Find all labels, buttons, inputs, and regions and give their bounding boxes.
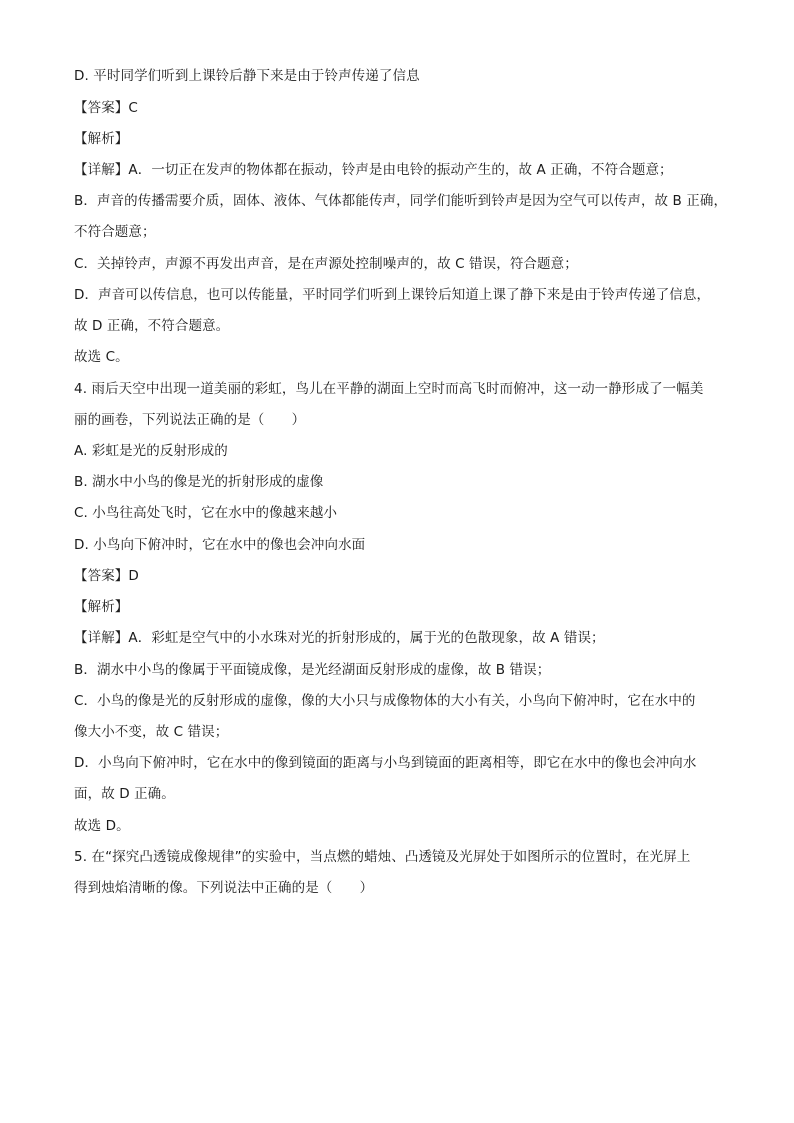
q4-detail-c: C．小鸟的像是光的反射形成的虚像，像的大小只与成像物体的大小有关，小鸟向下俯冲时，它在水中的 [74, 693, 696, 709]
q4-detail-a: 【详解】A．彩虹是空气中的小水珠对光的折射形成的，属于光的色散现象，故 A 错误； [74, 630, 605, 646]
q3-detail-d-cont: 故 D 正确，不符合题意。 [74, 318, 230, 334]
q3-option-d: D. 平时同学们听到上课铃后静下来是由于铃声传递了信息 [74, 68, 420, 84]
q4-analysis-heading: 【解析】 [74, 599, 129, 615]
q5-stem-cont: 得到烛焰清晰的像。下列说法中正确的是（ ） [74, 880, 374, 896]
q4-option-d: D. 小鸟向下俯冲时，它在水中的像也会冲向水面 [74, 537, 366, 553]
q4-detail-d-cont: 面，故 D 正确。 [74, 786, 175, 802]
q3-detail-c: C．关掉铃声，声源不再发出声音，是在声源处控制噪声的，故 C 错误，符合题意； [74, 256, 578, 272]
q3-conclusion: 故选 C。 [74, 349, 129, 365]
q4-answer: 【答案】D [74, 568, 139, 584]
q5-stem: 5. 在“探究凸透镜成像规律”的实验中，当点燃的蜡烛、凸透镜及光屏处于如图所示的位置时，在光屏上 [74, 849, 691, 865]
q4-detail-c-cont: 像大小不变，故 C 错误； [74, 724, 229, 740]
q4-option-a: A. 彩虹是光的反射形成的 [74, 443, 228, 459]
q4-option-c: C. 小鸟往高处飞时，它在水中的像越来越小 [74, 505, 338, 521]
q4-detail-d: D．小鸟向下俯冲时，它在水中的像到镜面的距离与小鸟到镜面的距离相等，即它在水中的像也会冲向水 [74, 755, 697, 771]
q4-option-b: B. 湖水中小鸟的像是光的折射形成的虚像 [74, 474, 324, 490]
q4-stem-cont: 丽的画卷，下列说法正确的是（ ） [74, 412, 306, 428]
q3-detail-d: D．声音可以传信息，也可以传能量，平时同学们听到上课铃后知道上课了静下来是由于铃声传递了信息， [74, 287, 711, 303]
q3-answer: 【答案】C [74, 100, 138, 116]
q3-detail-b-cont: 不符合题意； [74, 224, 156, 240]
q3-analysis-heading: 【解析】 [74, 131, 129, 147]
q3-detail-b: B．声音的传播需要介质，固体、液体、气体都能传声，同学们能听到铃声是因为空气可以传声，故 B 正确， [74, 193, 728, 209]
q3-detail-a: 【详解】A．一切正在发声的物体都在振动，铃声是由电铃的振动产生的，故 A 正确，不符合题意； [74, 162, 673, 178]
q4-detail-b: B．湖水中小鸟的像属于平面镜成像，是光经湖面反射形成的虚像，故 B 错误； [74, 662, 551, 678]
q4-conclusion: 故选 D。 [74, 818, 130, 834]
q4-stem: 4. 雨后天空中出现一道美丽的彩虹，鸟儿在平静的湖面上空时而高飞时而俯冲，这一动一静形成了一幅美 [74, 381, 704, 397]
